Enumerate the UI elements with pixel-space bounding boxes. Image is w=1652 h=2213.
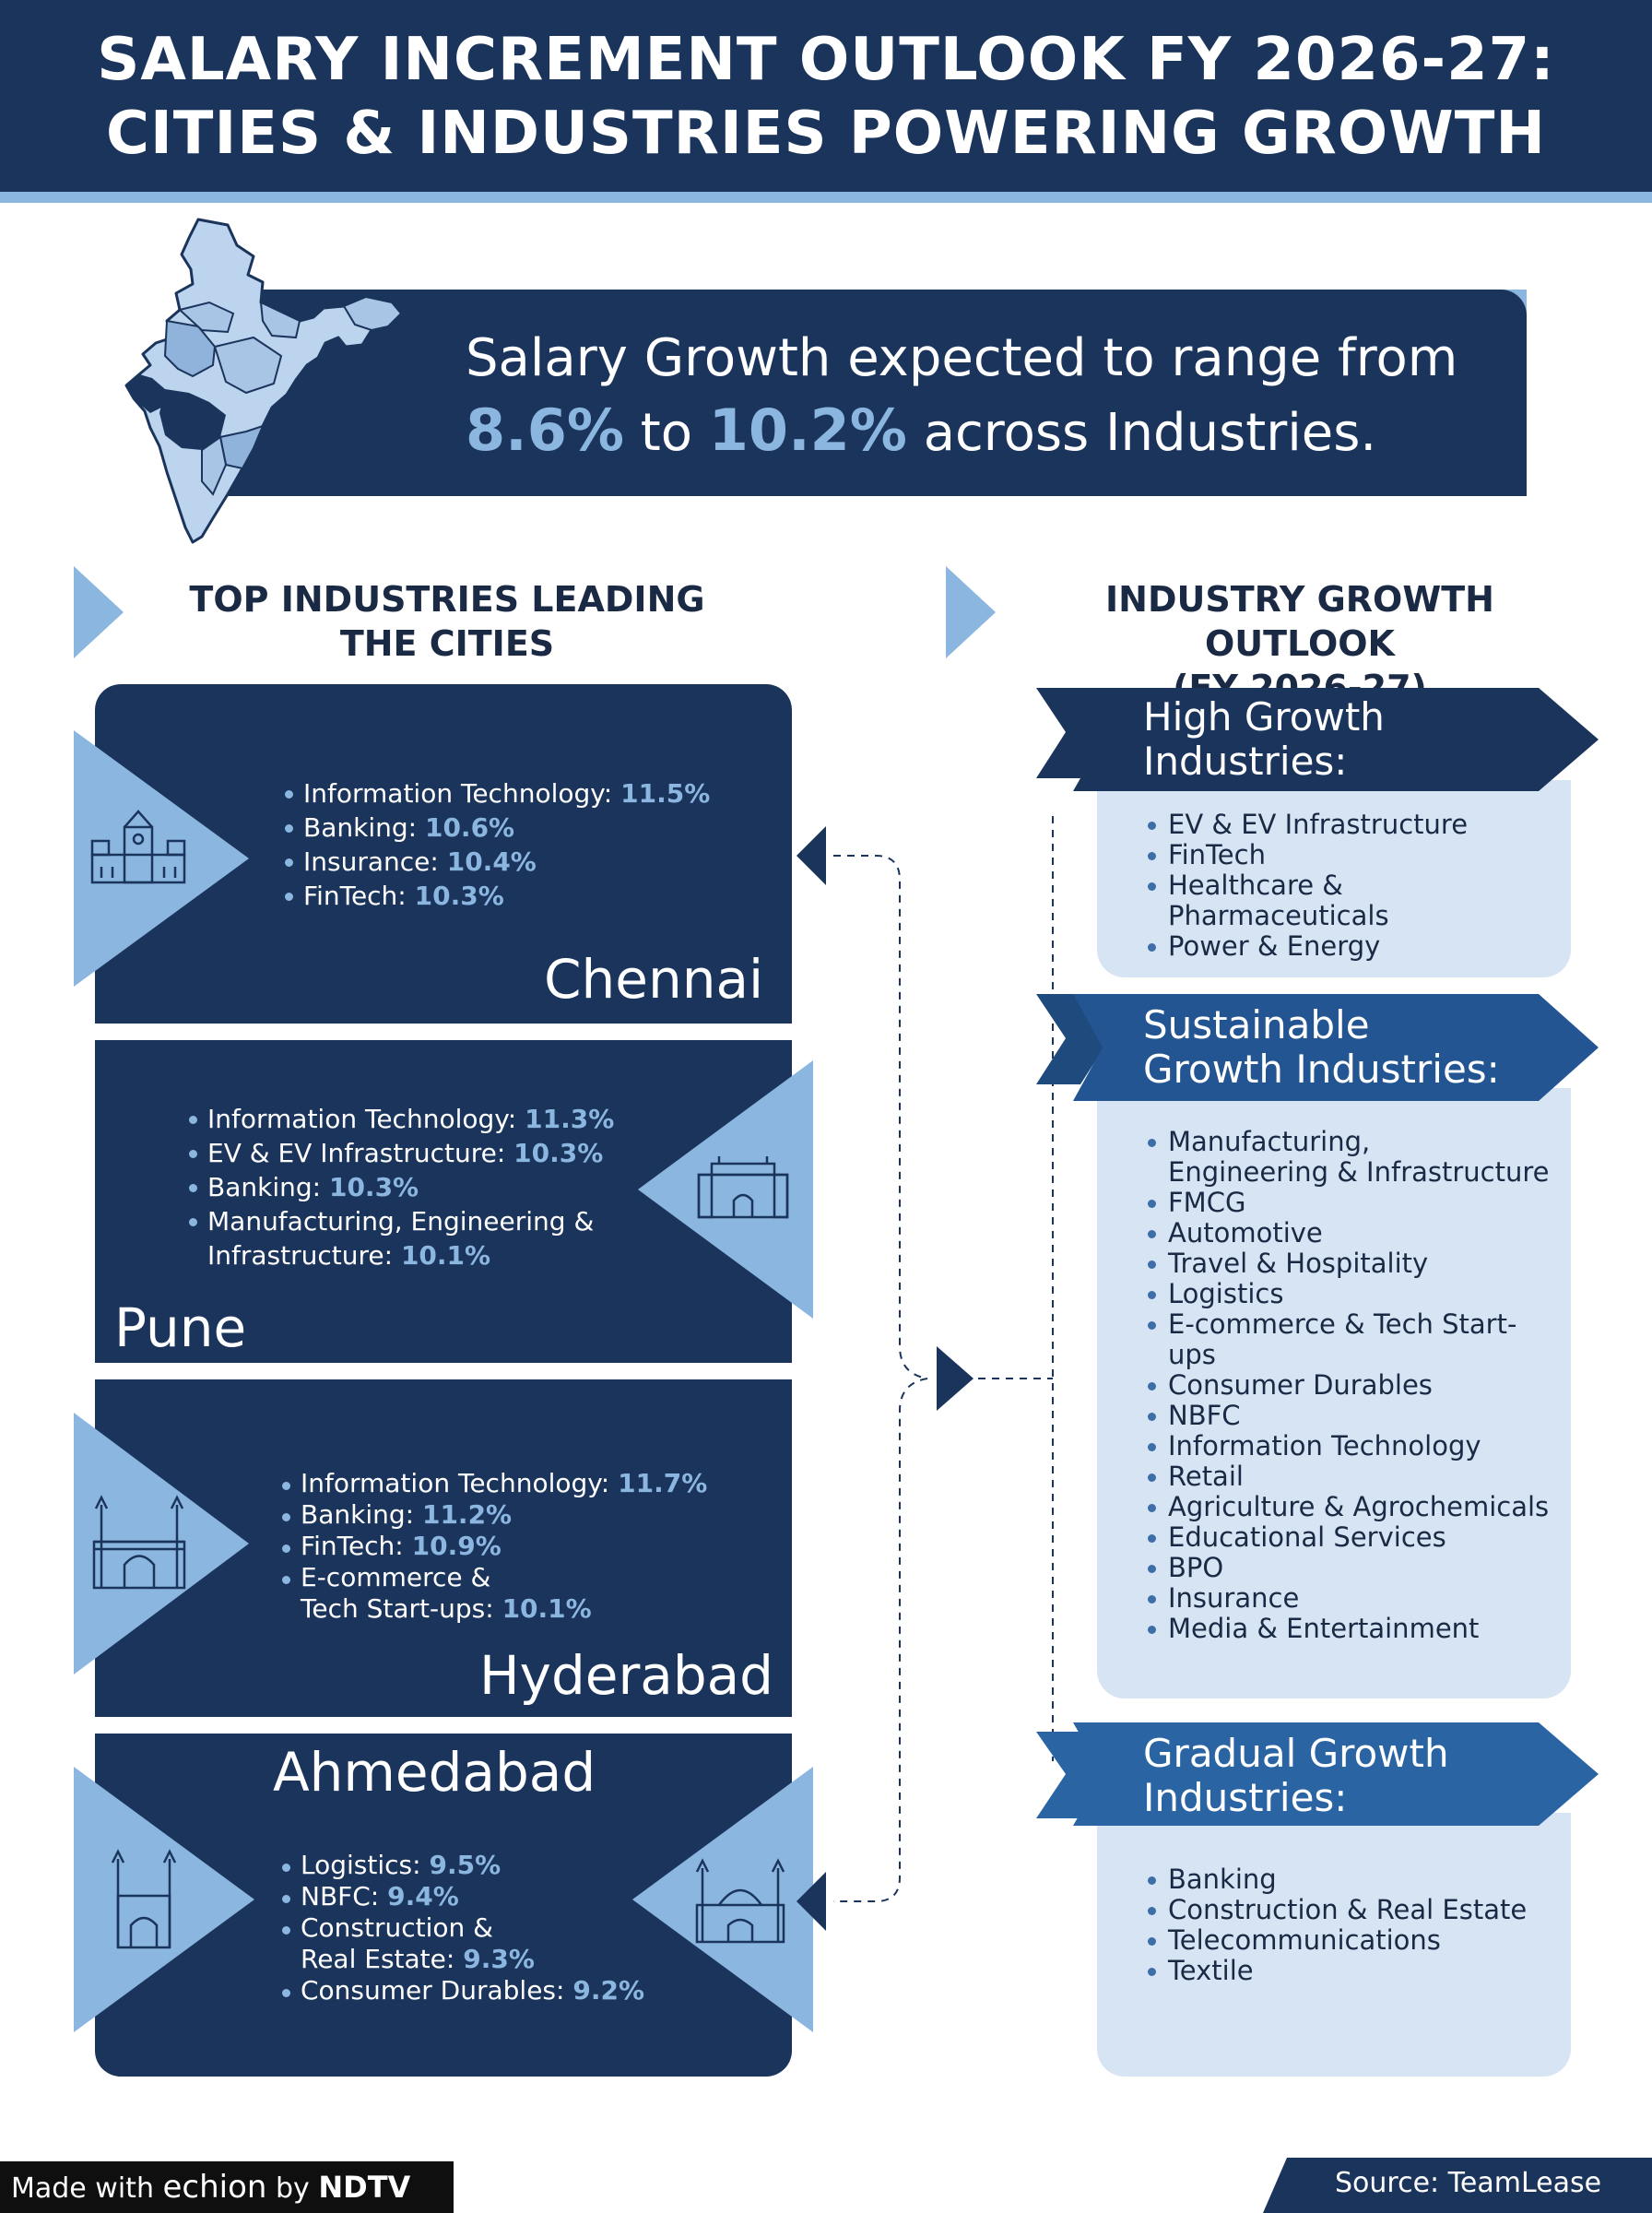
list-item: Media & Entertainment	[1148, 1614, 1563, 1644]
gradual-growth-list	[1148, 1864, 1563, 1986]
list-item: Agriculture & Agrochemicals	[1148, 1492, 1563, 1522]
list-item: EV & EV Infrastructure: 10.3%	[189, 1136, 668, 1170]
chennai-building-panel	[74, 730, 249, 987]
list-item: EV & EV Infrastructure	[1148, 810, 1553, 840]
list-item: Consumer Durables: 9.2%	[282, 1975, 669, 2006]
header-divider	[0, 192, 1652, 203]
list-item: Retail	[1148, 1462, 1563, 1492]
list-item: Information Technology	[1148, 1431, 1563, 1462]
list-item: Textile	[1148, 1956, 1563, 1986]
ahmedabad-industry-list	[282, 1850, 669, 2006]
left-section-title	[148, 577, 747, 666]
hyderabad-charminar-panel	[74, 1413, 249, 1675]
list-item: Travel & Hospitality	[1148, 1249, 1563, 1279]
list-item: FinTech: 10.3%	[285, 879, 764, 913]
hyderabad-industry-list	[282, 1468, 761, 1625]
list-item: Automotive	[1148, 1218, 1563, 1249]
sustainable-growth-title	[1143, 1003, 1500, 1092]
salary-range-high: 10.2%	[708, 396, 907, 464]
city-name-pune: Pune	[114, 1296, 247, 1359]
list-item: FMCG	[1148, 1188, 1563, 1218]
ahmedabad-left-monument-panel	[74, 1767, 254, 2032]
right-section-title-line-1: INDUSTRY GROWTH OUTLOOK	[1105, 579, 1494, 664]
list-item: Construction & Real Estate: 9.3%	[282, 1912, 669, 1975]
list-item: Manufacturing, Engineering & Infrastructure	[1148, 1127, 1563, 1188]
city-name-ahmedabad: Ahmedabad	[273, 1741, 596, 1804]
list-item: Educational Services	[1148, 1522, 1563, 1553]
left-section-arrow-icon	[74, 566, 124, 658]
high-growth-title	[1143, 695, 1385, 784]
list-item: Insurance	[1148, 1583, 1563, 1614]
list-item: Banking: 11.2%	[282, 1499, 761, 1531]
page-title-line-2: CITIES & INDUSTRIES POWERING GROWTH	[106, 100, 1546, 168]
list-item: Logistics	[1148, 1279, 1563, 1309]
list-item: Power & Energy	[1148, 931, 1553, 962]
list-item: NBFC	[1148, 1401, 1563, 1431]
page-title-line-1: SALARY INCREMENT OUTLOOK FY 2026-27:	[97, 26, 1555, 94]
salary-range-low: 8.6%	[466, 396, 624, 464]
high-growth-title-line-2: Industries:	[1143, 739, 1348, 784]
list-item: Manufacturing, Engineering & Infrastructure: 10.1%	[189, 1204, 668, 1272]
made-with-badge[interactable]	[0, 2161, 454, 2213]
city-name-hyderabad: Hyderabad	[479, 1644, 773, 1707]
list-item: E-commerce & Tech Start-ups	[1148, 1309, 1563, 1370]
list-item: Telecommunications	[1148, 1925, 1563, 1956]
gradual-growth-title-line-2: Industries:	[1143, 1775, 1348, 1820]
made-with-label: Made with	[11, 2172, 154, 2205]
list-item: E-commerce & Tech Start-ups: 10.1%	[282, 1562, 761, 1625]
sustainable-growth-title-line-2: Growth Industries:	[1143, 1047, 1500, 1092]
gradual-growth-title	[1143, 1732, 1449, 1820]
gradual-growth-title-line-1: Gradual Growth	[1143, 1731, 1449, 1776]
source-label: Source: TeamLease	[1335, 2167, 1602, 2199]
sustainable-growth-list	[1148, 1127, 1563, 1644]
left-section-title-line-2: THE CITIES	[339, 623, 555, 664]
salary-range-to: to	[640, 403, 692, 463]
ndtv-logo: NDTV	[318, 2170, 411, 2205]
india-map-icon	[124, 218, 429, 550]
pune-industry-list	[189, 1102, 668, 1272]
list-item: Consumer Durables	[1148, 1370, 1563, 1401]
sustainable-growth-title-line-1: Sustainable	[1143, 1002, 1370, 1047]
list-item: BPO	[1148, 1553, 1563, 1583]
echion-logo: echion	[162, 2169, 267, 2206]
list-item: Banking	[1148, 1864, 1563, 1895]
by-label: by	[276, 2172, 310, 2205]
list-item: FinTech: 10.9%	[282, 1531, 761, 1562]
chennai-industry-list	[285, 776, 764, 913]
list-item: Insurance: 10.4%	[285, 845, 764, 879]
high-growth-title-line-1: High Growth	[1143, 694, 1385, 740]
high-growth-list	[1148, 810, 1553, 962]
list-item: Healthcare & Pharmaceuticals	[1148, 870, 1553, 931]
list-item: Information Technology: 11.3%	[189, 1102, 668, 1136]
list-item: Information Technology: 11.5%	[285, 776, 764, 811]
left-section-title-line-1: TOP INDUSTRIES LEADING	[189, 579, 705, 620]
list-item: FinTech	[1148, 840, 1553, 870]
right-section-arrow-icon	[946, 566, 996, 658]
list-item: Banking: 10.6%	[285, 811, 764, 845]
list-item: Construction & Real Estate	[1148, 1895, 1563, 1925]
connector-lines	[793, 811, 1069, 1936]
salary-range-values	[466, 395, 1516, 469]
list-item: NBFC: 9.4%	[282, 1881, 669, 1912]
list-item: Banking: 10.3%	[189, 1170, 668, 1204]
city-name-chennai: Chennai	[544, 948, 764, 1011]
list-item: Information Technology: 11.7%	[282, 1468, 761, 1499]
list-item: Logistics: 9.5%	[282, 1850, 669, 1881]
salary-range-prefix: Salary Growth expected to range from	[466, 328, 1458, 388]
salary-range-text	[466, 323, 1516, 469]
salary-range-suffix: across Industries.	[923, 403, 1377, 463]
